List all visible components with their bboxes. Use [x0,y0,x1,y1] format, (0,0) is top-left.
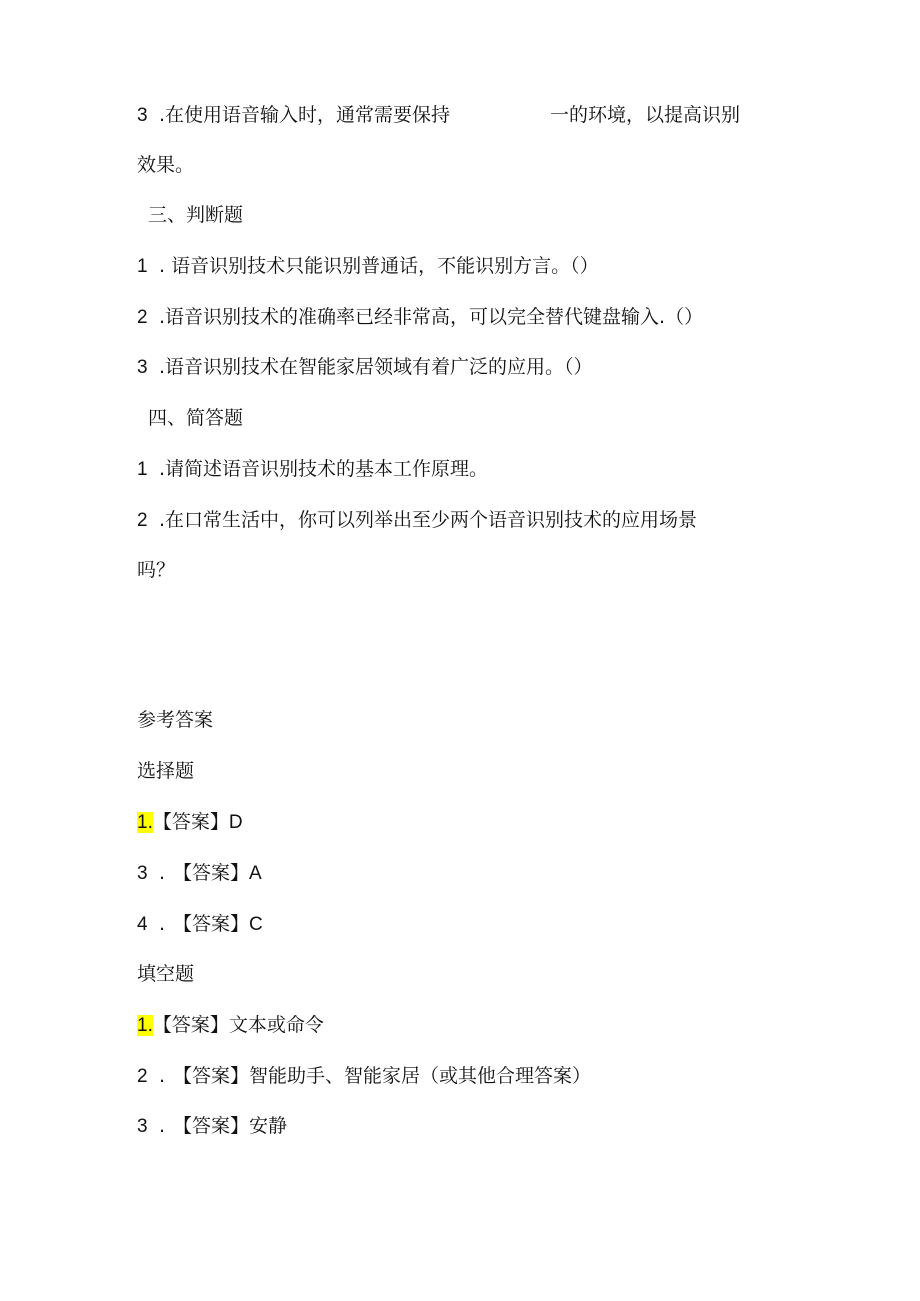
answer-value: 智能助手、智能家居（或其他合理答案） [249,1065,592,1087]
question-text: . 语音识别技术只能识别普通话，不能识别方言。（） [159,255,599,277]
judgment-question-3 [137,355,593,380]
question-number: 1 [137,459,148,480]
choice-answer-1 [137,810,243,835]
fill-answer-1 [137,1013,324,1038]
section-heading-short-answer: 四、简答题 [148,407,244,429]
fill-answer-2: 2 . 【答案】智能助手、智能家居（或其他合理答案） [137,1065,592,1087]
question-text-before-blank: .在使用语音输入时，通常需要保持 [159,104,451,126]
question-text: .在口常生活中，你可以列举出至少两个语音识别技术的应用场景 [159,509,698,531]
question-text: .请简述语音识别技术的基本工作原理。 [159,458,489,480]
highlighted-number: 1. [137,1015,153,1036]
question-text: .语音识别技术在智能家居领域有着广泛的应用。（） [159,356,593,378]
answers-title: 参考答案 [137,709,214,731]
short-answer-question-1 [137,457,488,482]
choice-answer-3: 3 . 【答案】A [137,862,262,884]
question-number: 3 [137,357,148,378]
answer-number: 2 [137,1066,148,1087]
answers-fill-heading: 填空题 [137,963,195,985]
answers-choice-heading: 选择题 [137,760,195,782]
question-number: 3 [137,105,148,126]
answer-value: 安静 [249,1115,288,1137]
fill-blank-question-3-continued: 效果。 [137,154,195,176]
judgment-question-1 [137,254,599,279]
answer-number: 3 [137,1116,148,1137]
fill-answer-3: 3 . 【答案】安静 [137,1115,288,1137]
answer-value: A [249,863,262,884]
question-text-after-blank: 一的环境，以提高识别 [550,104,741,126]
answer-label: 【答案】 [173,913,250,935]
fill-blank-question-3 [137,103,740,128]
answer-value: D [228,812,243,833]
answer-label: 【答案】 [152,1014,229,1036]
question-text: .语音识别技术的准确率已经非常高，可以完全替代键盘输入.（） [159,306,704,328]
question-number: 2 [137,510,148,531]
short-answer-question-2-continued: 吗？ [137,559,176,581]
answer-label: 【答案】 [152,811,229,833]
answer-label: 【答案】 [173,1065,250,1087]
short-answer-question-2 [137,508,697,533]
answer-label: 【答案】 [173,862,250,884]
question-number: 1 [137,256,148,277]
highlighted-number: 1. [137,812,153,833]
answer-value: C [249,914,263,935]
answer-number: 4 [137,914,148,935]
judgment-question-2 [137,305,703,330]
question-number: 2 [137,307,148,328]
choice-answer-4: 4 . 【答案】C [137,913,263,935]
section-heading-judgment: 三、判断题 [148,204,244,226]
answer-number: 3 [137,863,148,884]
answer-value: 文本或命令 [228,1014,324,1036]
answer-label: 【答案】 [173,1115,250,1137]
